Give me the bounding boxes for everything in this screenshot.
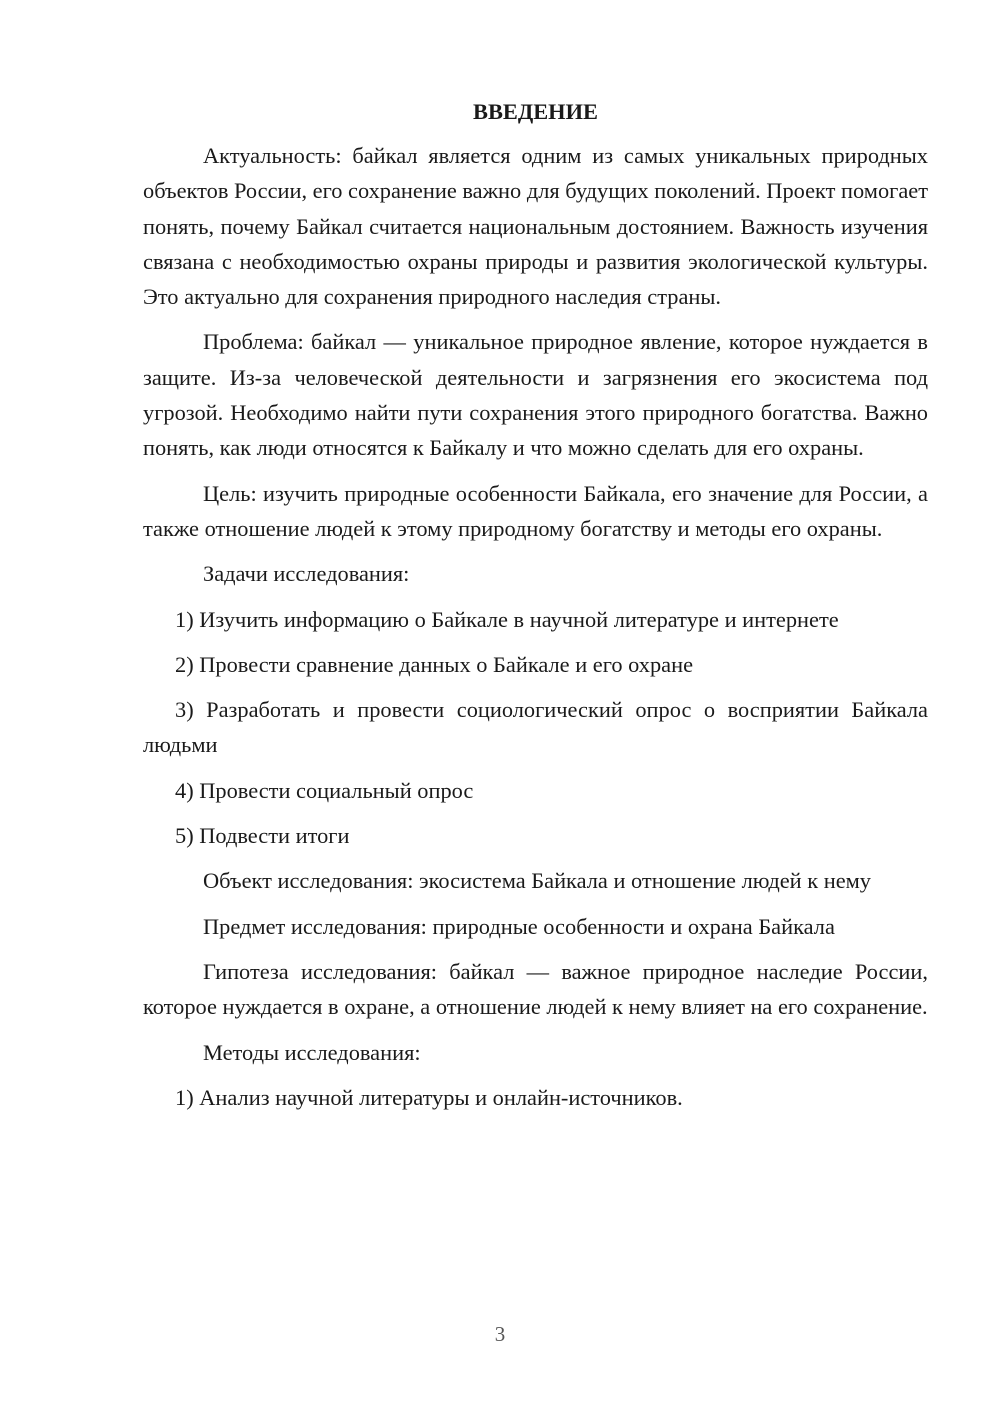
section-title: ВВЕДЕНИЕ	[473, 99, 598, 124]
tasks-heading: Задачи исследования:	[203, 561, 410, 587]
hypothesis-paragraph: Гипотеза исследования: байкал — важное природное наследие России, которое нуждается в охране, а отношение людей к нему влияет на его сохранение.	[143, 958, 928, 1020]
method-item: 1) Анализ научной литературы и онлайн-источников.	[175, 1084, 683, 1110]
goal-paragraph: Цель: изучить природные особенности Байкала, его значение для России, а также отношение людей к этому природному богатству и методы его охраны.	[143, 480, 928, 541]
task-item: 1) Изучить информацию о Байкале в научной литературе и интернете	[175, 606, 839, 632]
relevance-paragraph: Актуальность: байкал является одним из самых уникальных природных объектов России, его сохранение важно для будущих поколений. Проект помогает понять, почему Байкал считается национальным достоянием. Важность изучения связана с необходимостью охраны природы и развития экологической культуры. Это актуально для сохранения природного наследия страны.	[143, 143, 928, 310]
task-item: 4) Провести социальный опрос	[175, 777, 474, 803]
task-item: 2) Провести сравнение данных о Байкале и его охране	[175, 651, 694, 677]
methods-heading: Методы исследования:	[203, 1039, 421, 1065]
document-page	[143, 96, 928, 1115]
task-item: 5) Подвести итоги	[175, 823, 350, 849]
task-item: 3) Разработать и провести социологический опрос о восприятии Байкала людьми	[143, 697, 928, 758]
page-number: 3	[494, 1322, 506, 1346]
subject-paragraph: Предмет исследования: природные особенности и охрана Байкала	[203, 913, 835, 939]
object-paragraph: Объект исследования: экосистема Байкала и отношение людей к нему	[203, 868, 872, 894]
problem-paragraph: Проблема: байкал — уникальное природное явление, которое нуждается в защите. Из-за человеческой деятельности и загрязнения его экосистема под угрозой. Необходимо найти пути сохранения этого природного богатства. Важно понять, как люди относятся к Байкалу и что можно сделать для его охраны.	[143, 329, 928, 461]
